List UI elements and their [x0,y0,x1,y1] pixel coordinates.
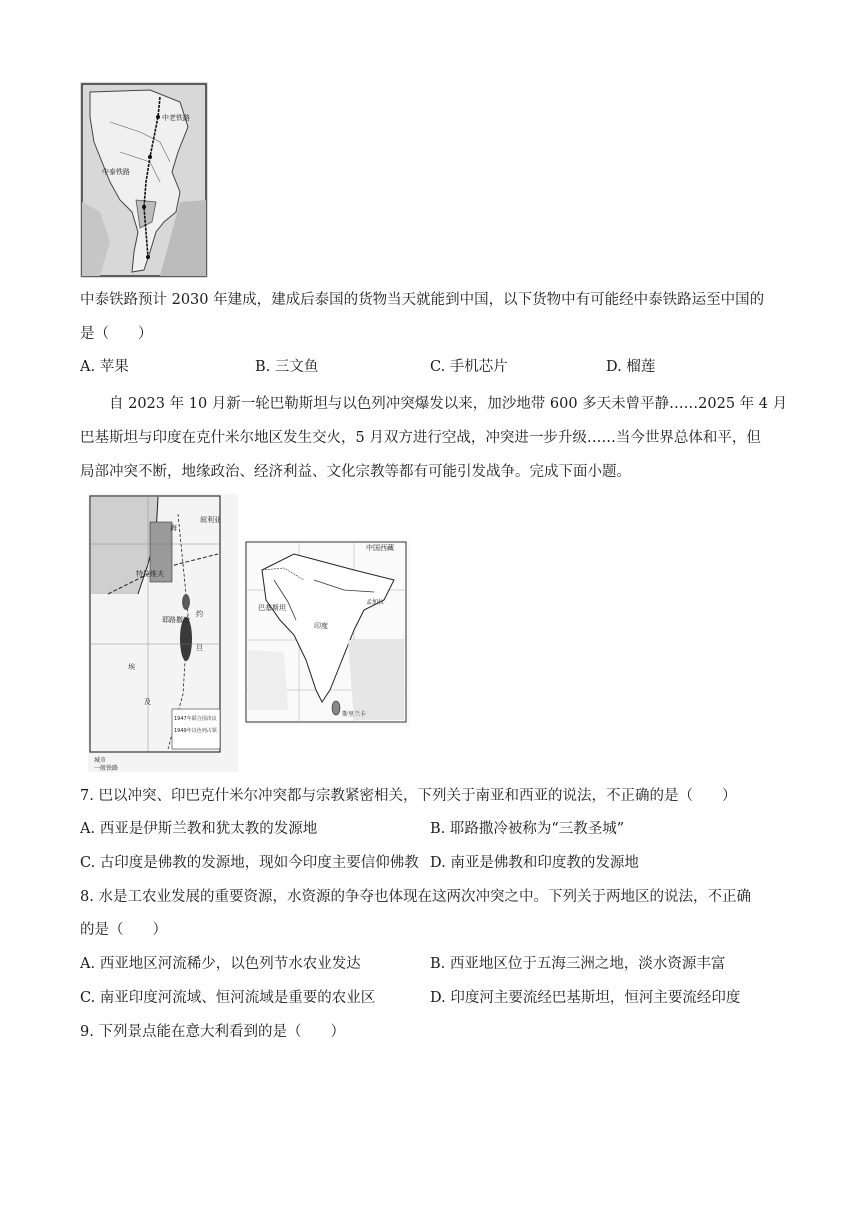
q8-option-b[interactable]: B. 西亚地区位于五海三洲之地，淡水资源丰富 [430,956,726,972]
q8-stem-line1: 8. 水是工农业发展的重要资源，水资源的争夺也体现在这两次冲突之中。下列关于两地区的说法，不正确 [80,889,751,905]
map2-label-jordan-2: 旦 [196,644,203,652]
passage-line2: 巴基斯坦与印度在克什米尔地区发生交火，5 月双方进行空战，冲突进一步升级……当今世界总体和平，但 [80,430,761,446]
map2-label-jerusalem: 耶路撒冷 [162,616,190,624]
map2-label-sea: 海 [170,524,177,532]
q7-option-a[interactable]: A. 西亚是伊斯兰教和犹太教的发源地 [80,821,318,837]
map2-legend-1949: 1949年以色列占领 [174,728,217,734]
q6-option-c[interactable]: C. 手机芯片 [430,359,508,375]
map2-legend-railway: 一般铁路 [94,765,119,772]
map2-label-telaviv: 特拉维夫 [136,570,164,578]
q7-option-c[interactable]: C. 古印度是佛教的发源地，现如今印度主要信仰佛教 [80,855,419,871]
q8-option-a[interactable]: A. 西亚地区河流稀少，以色列节水农业发达 [80,956,361,972]
q6-option-d[interactable]: D. 榴莲 [606,359,656,375]
q7-option-d[interactable]: D. 南亚是佛教和印度教的发源地 [430,855,639,871]
passage-line3: 局部冲突不断，地缘政治、经济利益、文化宗教等都有可能引发战争。完成下面小题。 [80,464,631,480]
map2-legend-1947: 1947年联合国决议 [174,716,217,722]
map2-label-jordan-1: 约 [196,610,203,618]
map3-label-tibet: 中国西藏 [366,544,394,552]
map2-label-egypt-2: 及 [144,698,151,706]
passage-line1: 自 2023 年 10 月新一轮巴勒斯坦与以色列冲突爆发以来，加沙地带 600 多天未曾平静……2025 年 4 月 [109,396,788,412]
q7-stem: 7. 巴以冲突、印巴克什米尔冲突都与宗教紧密相关，下列关于南亚和西亚的说法，不正确的是（ ） [80,788,737,804]
q8-stem-line2: 的是（ ） [80,922,167,938]
q6-stem-line2: 是（ ） [80,326,153,342]
indochina-railway-map [80,82,208,278]
q8-option-d[interactable]: D. 印度河主要流经巴基斯坦，恒河主要流经印度 [430,990,741,1006]
q7-option-b[interactable]: B. 耶路撒冷被称为“三教圣城” [430,821,625,837]
q8-option-c[interactable]: C. 南亚印度河流域、恒河流域是重要的农业区 [80,990,376,1006]
map3-label-india: 印度 [314,622,328,630]
map3-label-pakistan: 巴基斯坦 [258,604,286,612]
map2-legend-city: 城市 [94,757,107,764]
indochina-map-graphic [80,82,208,278]
south-asia-map-graphic [244,540,410,726]
palestine-map-graphic [88,494,238,772]
map2-label-egypt-1: 埃 [128,663,135,671]
palestine-israel-map [88,494,238,772]
map3-label-bangladesh: 孟加拉 [366,599,385,606]
q6-option-a[interactable]: A. 苹果 [80,359,129,375]
map1-label-laos-railway: 中老铁路 [162,114,190,122]
map1-label-thai-railway: 中泰铁路 [102,168,130,176]
q6-option-b[interactable]: B. 三文鱼 [255,359,319,375]
map2-label-syria: 叙利亚 [200,516,221,524]
south-asia-map [244,540,410,726]
q9-stem: 9. 下列景点能在意大利看到的是（ ） [80,1024,345,1040]
q6-stem-line1: 中泰铁路预计 2030 年建成，建成后泰国的货物当天就能到中国，以下货物中有可能经中泰铁路运至中国的 [80,292,765,308]
map3-label-srilanka: 斯里兰卡 [342,711,367,718]
